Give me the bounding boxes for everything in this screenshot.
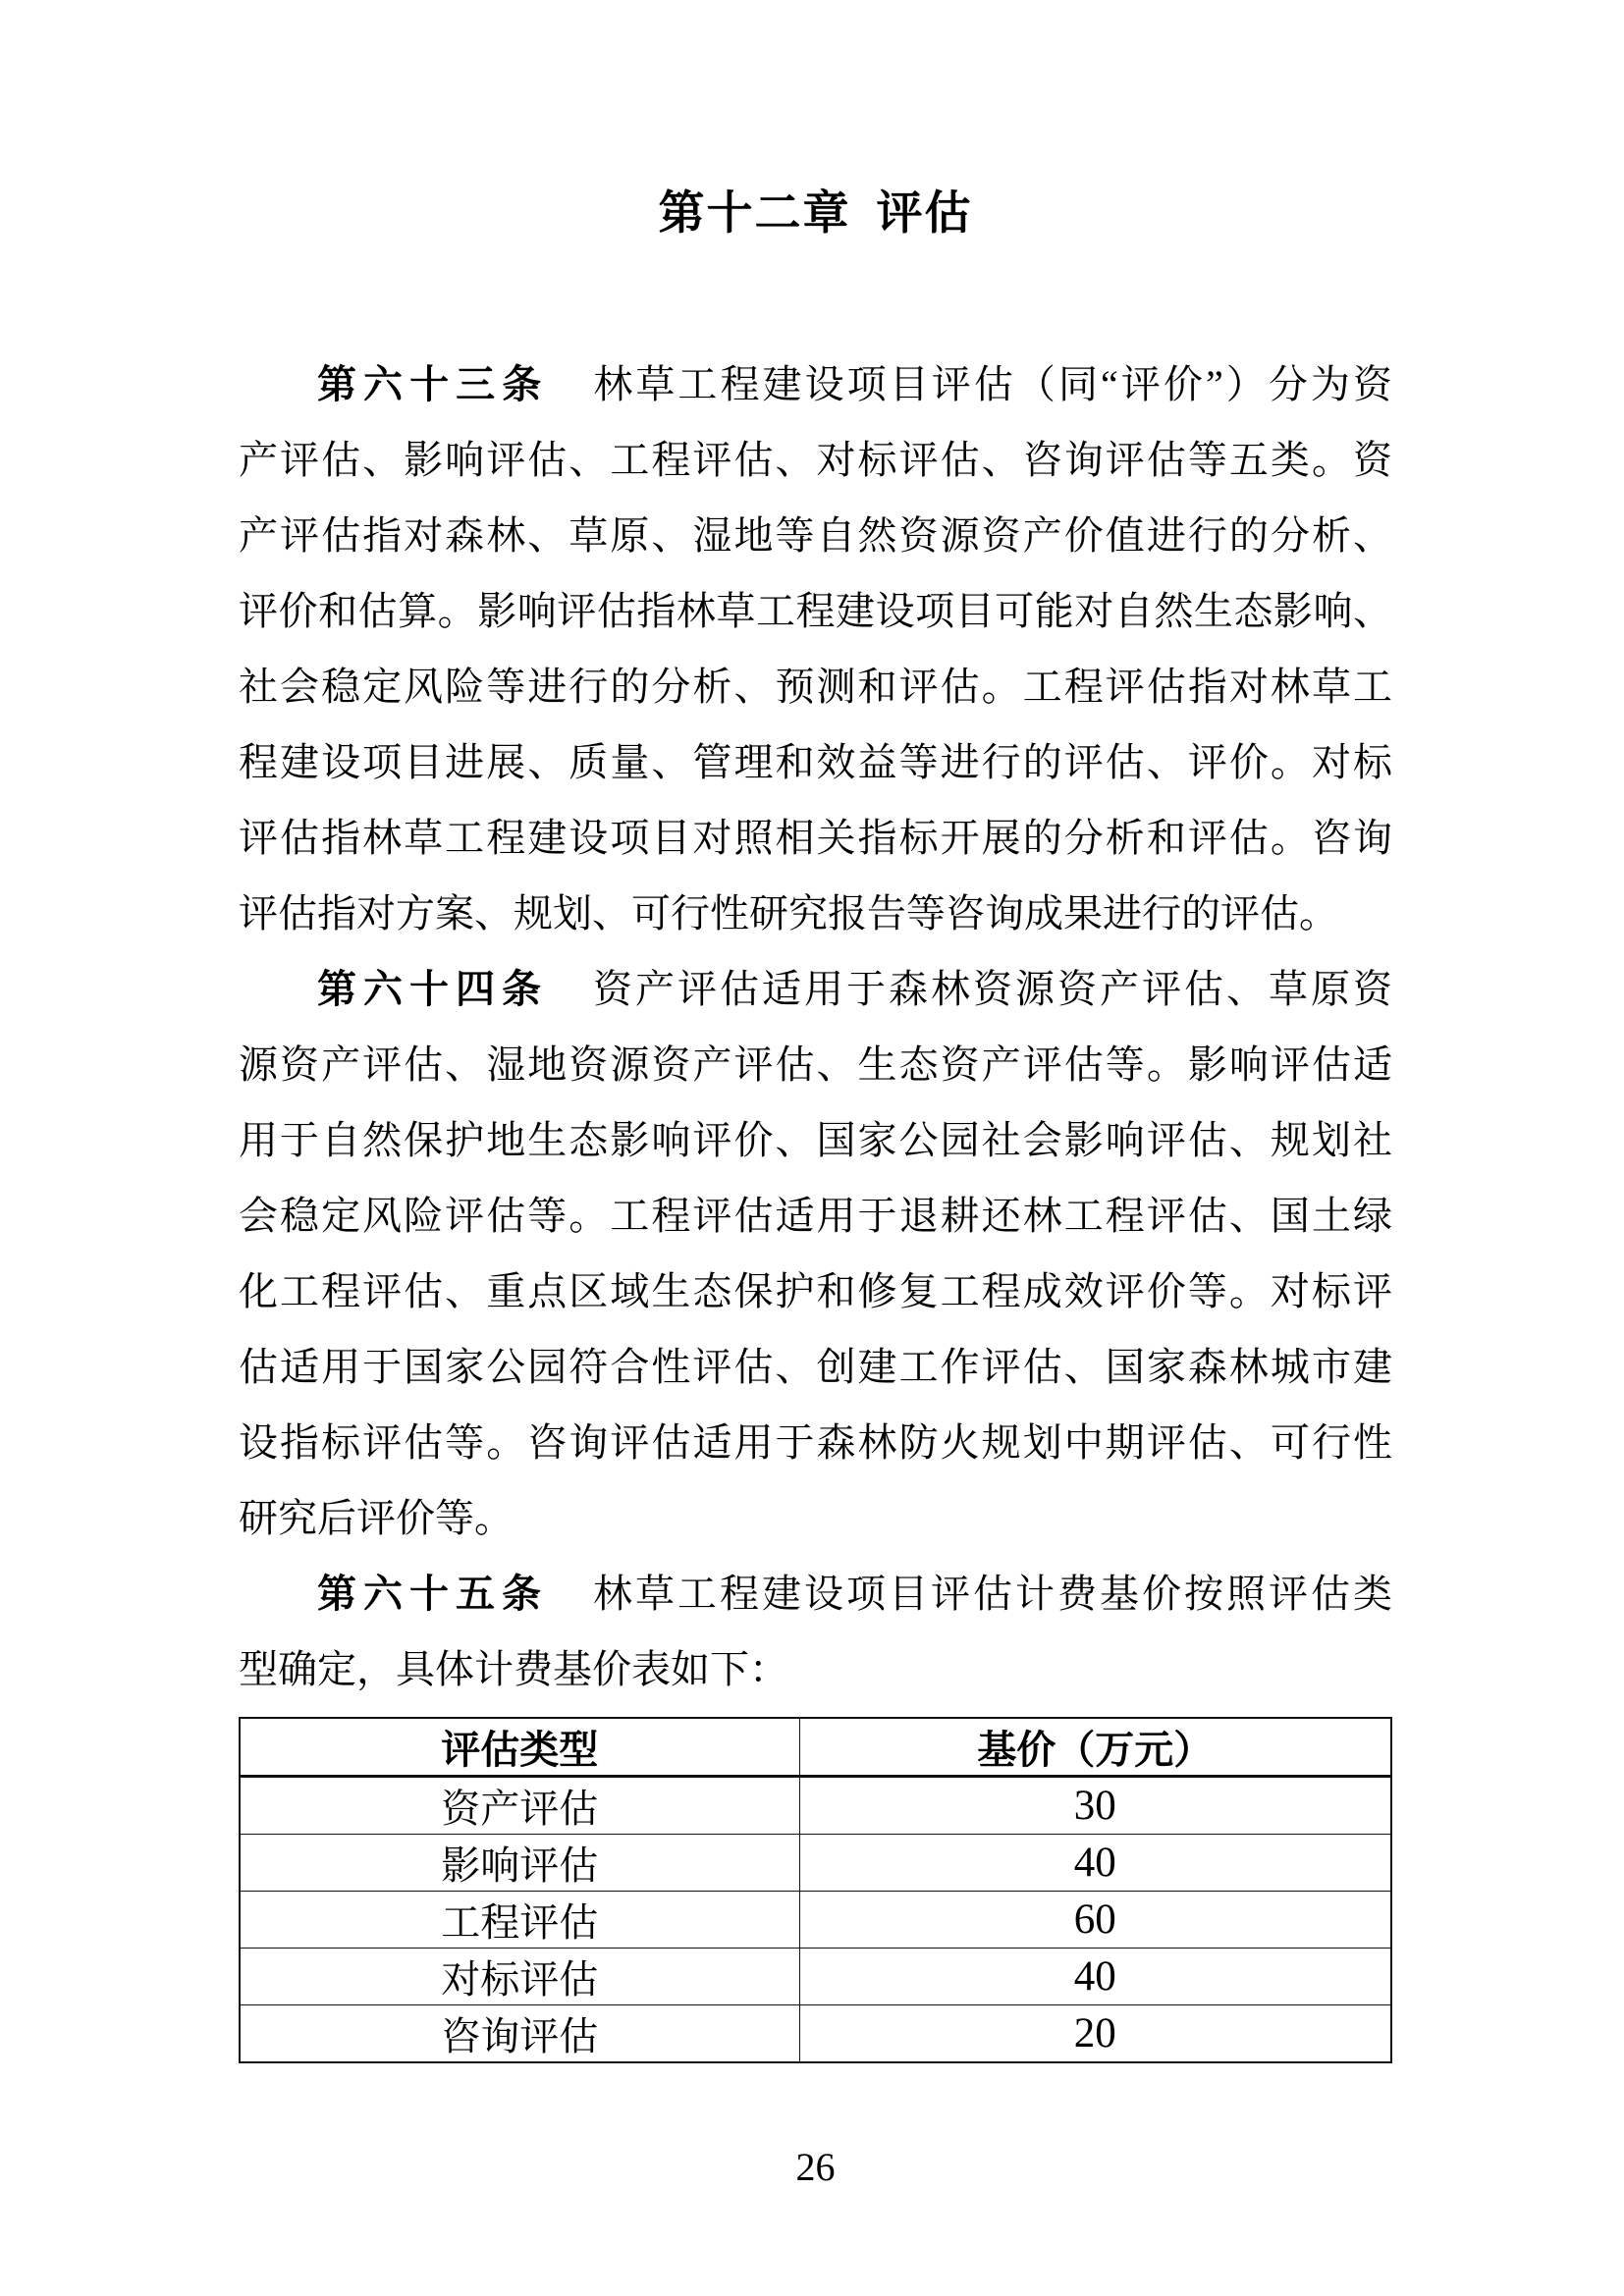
- table-row: [240, 2005, 1391, 2063]
- table-body: [240, 1777, 1391, 2063]
- text-line: 源资产评估、湿地资源资产评估、生态资产评估等。影响评估适: [239, 1042, 1392, 1087]
- text-line: 化工程评估、重点区域生态保护和修复工程成效评价等。对标评: [239, 1269, 1392, 1313]
- page-number: 26: [795, 2145, 836, 2189]
- cell-base-price: 40: [799, 1835, 1391, 1892]
- table-row: [240, 1892, 1391, 1949]
- chapter-name: 评估: [876, 187, 973, 239]
- paragraph-article-63: [239, 347, 1392, 951]
- text-line: 评价和估算。影响评估指林草工程建设项目可能对自然生态影响、: [239, 589, 1392, 633]
- paragraph-article-64: [239, 951, 1392, 1556]
- text-run: 资产评估适用于森林资源资产评估、草原资: [593, 967, 1392, 1011]
- text-line: 研究后评价等。: [239, 1496, 514, 1540]
- text-line: [239, 951, 1392, 1027]
- cell-evaluation-type: 工程评估: [240, 1892, 799, 1949]
- text-line: 程建设项目进展、质量、管理和效益等进行的评估、评价。对标: [239, 740, 1392, 784]
- article-number: 第六十五条: [317, 1573, 548, 1616]
- text-line: 用于自然保护地生态影响评价、国家公园社会影响评估、规划社: [239, 1118, 1392, 1162]
- text-line: 产评估指对森林、草原、湿地等自然资源资产价值进行的分析、: [239, 513, 1392, 558]
- article-number: 第六十三条: [317, 363, 549, 406]
- text-run: 林草工程建设项目评估计费基价按照评估类: [593, 1572, 1392, 1616]
- cell-base-price: 20: [799, 2005, 1391, 2063]
- cell-base-price: 30: [799, 1777, 1391, 1835]
- cell-evaluation-type: 对标评估: [240, 1949, 799, 2005]
- table-head: [240, 1718, 1391, 1777]
- text-line: 社会稳定风险等进行的分析、预测和评估。工程评估指对林草工: [239, 665, 1392, 709]
- table-row: [240, 1949, 1391, 2005]
- cell-base-price: 40: [799, 1949, 1391, 2005]
- text-line: 产评估、影响评估、工程评估、对标评估、咨询评估等五类。资: [239, 438, 1392, 482]
- document-body: [239, 347, 1392, 1707]
- table-row: [240, 1835, 1391, 1892]
- text-line: [239, 347, 1392, 422]
- chapter-number: 第十二章: [658, 187, 851, 239]
- fee-base-price-table: [239, 1717, 1392, 2063]
- text-line: 设指标评估等。咨询评估适用于森林防火规划中期评估、可行性: [239, 1420, 1392, 1465]
- chapter-title: [239, 182, 1392, 244]
- paragraph-article-65: [239, 1556, 1392, 1707]
- text-line: 评估指对方案、规划、可行性研究报告等咨询成果进行的评估。: [239, 891, 1338, 935]
- text-line: [239, 1556, 1392, 1631]
- cell-evaluation-type: 资产评估: [240, 1777, 799, 1835]
- text-run: 林草工程建设项目评估（同“评价”）分为资: [593, 362, 1392, 406]
- cell-base-price: 60: [799, 1892, 1391, 1949]
- table-header-evaluation-type: 评估类型: [240, 1718, 799, 1777]
- text-line: 会稳定风险评估等。工程评估适用于退耕还林工程评估、国土绿: [239, 1194, 1392, 1238]
- text-line: 评估指林草工程建设项目对照相关指标开展的分析和评估。咨询: [239, 816, 1392, 860]
- article-number: 第六十四条: [317, 968, 548, 1011]
- text-line: 型确定，具体计费基价表如下：: [239, 1647, 788, 1691]
- table-row: [240, 1777, 1391, 1835]
- cell-evaluation-type: 影响评估: [240, 1835, 799, 1892]
- table-header-row: [240, 1718, 1391, 1777]
- table-header-base-price: 基价（万元）: [799, 1718, 1391, 1777]
- cell-evaluation-type: 咨询评估: [240, 2005, 799, 2063]
- text-line: 估适用于国家公园符合性评估、创建工作评估、国家森林城市建: [239, 1345, 1392, 1389]
